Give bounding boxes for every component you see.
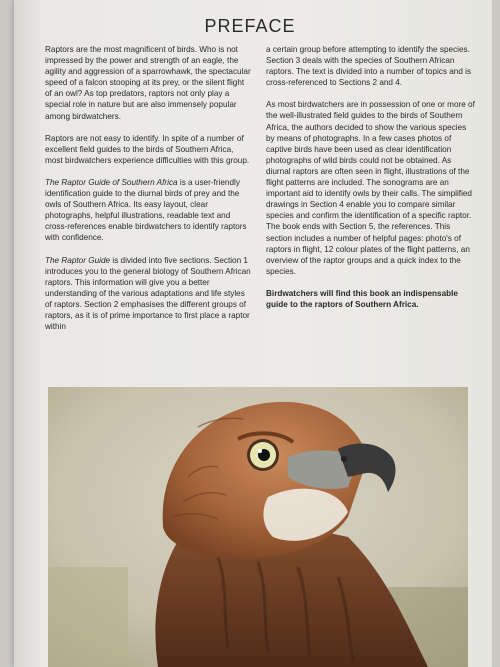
right-column	[266, 44, 476, 321]
paragraph-text: is divided into five sections. Section 1 introduces you to the general biology of Southern African raptors. This information will give you a better understanding of the various adaptations and life styles of raptors. Section 2 emphasises the different groups of raptors, as it is of prime importance to first place a raptor within	[45, 255, 251, 332]
paragraph: As most birdwatchers are in possession of one or more of the well-illustrated field guides to the birds of Southern Africa, the authors decided to show the various species by means of photographs. In a few cases photos of captive birds have been used as clear identification photographs of wild birds could not be obtained. As diurnal raptors are often seen in flight, illustrations of the flight patterns are included. The sonograms are an important aid to identify owls by their calls. The simplified drawings in Section 4 enable you to compare similar species and confirm the identification of a specific raptor. The book ends with Section 5, the references. This section includes a number of helpful pages: photo's of raptors in flight, 12 colour plates of the flight patterns, an overview of the raptor groups and a quick index to the species.	[266, 100, 475, 276]
book-title: The Raptor Guide	[45, 255, 111, 265]
paragraph	[45, 177, 253, 244]
paragraph: Raptors are not easy to identify. In spite of a number of excellent field guides to the birds of Southern Africa, most birdwatchers experience difficulties with this group.	[45, 133, 250, 165]
left-column	[45, 44, 253, 343]
book-title: The Raptor Guide of Southern Africa	[45, 177, 178, 187]
hawk-illustration	[48, 387, 468, 667]
page-title: PREFACE	[204, 16, 296, 36]
paragraph	[45, 255, 253, 333]
paragraph: a certain group before attempting to identify the species. Section 3 deals with the species of Southern African raptors. The text is divided into a number of topics and is cross-referenced to Sections 2 and 4.	[266, 45, 472, 88]
paragraph-text: is a user-friendly identification guide to the diurnal birds of prey and the owls of Southern Africa. Its easy layout, clear photographs, helpful illustrations, readable text and cross-references enable birdwatchers to identify raptors with confidence.	[45, 177, 247, 243]
raptor-photo	[48, 387, 468, 667]
paragraph: Raptors are the most magnificent of birds. Who is not impressed by the power and strength of an eagle, the agility and aggression of a sparrowhawk, the spectacular speed of a falcon stooping at its prey, or the silent flight of an owl? As top predators, raptors not only play a special role in nature but are also immensely popular among birdwatchers.	[45, 45, 251, 121]
closing-statement: Birdwatchers will find this book an indispensable guide to the raptors of Southern Africa.	[266, 288, 458, 309]
